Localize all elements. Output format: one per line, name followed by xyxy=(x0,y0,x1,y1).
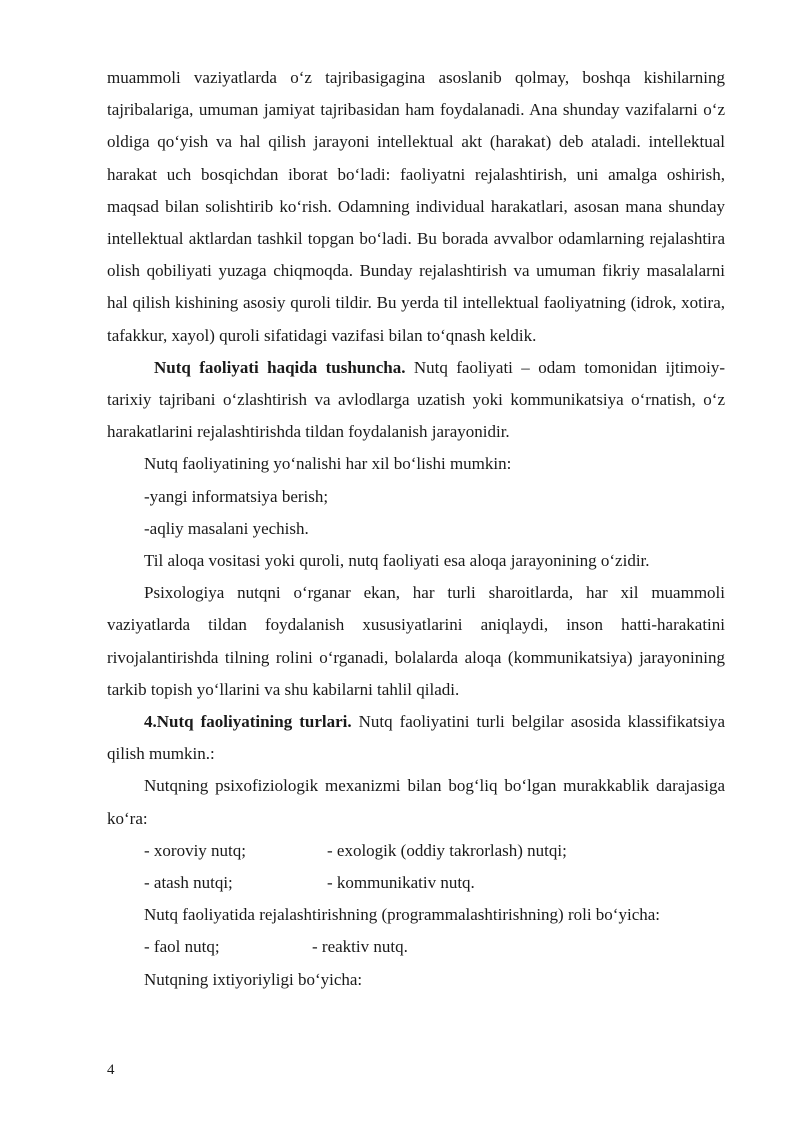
list-item-echologic-speech: - exologik (oddiy takrorlash) nutqi; xyxy=(327,840,567,860)
line-speech-direction: Nutq faoliyatining yo‘nalishi har xil bo‘lishi mumkin: xyxy=(144,454,512,474)
section-heading-speech-activity: Nutq faoliyati haqida tushuncha. xyxy=(154,357,406,377)
list-row-3 xyxy=(107,931,725,963)
line-planning-role: Nutq faoliyatida rejalashtirishning (programmalashtirishning) roli bo‘yicha: xyxy=(144,905,661,925)
paragraph-intellectual-act: muammoli vaziyatlarda o‘z tajribasigagina asoslanib qolmay, boshqa kishilarning tajribalariga, umuman jamiyat tajribasidan ham foydalanadi. Ana shunday vazifalarni o‘z oldiga qo‘yish va hal qilish jarayoni intellektual akt (harakat) deb ataladi. intellektual harakat uch bosqichdan iborat bo‘ladi: faoliyatni rejalashtirish, uni amalga oshirish, maqsad bilan solishtirib ko‘rish. Odamning individual harakatlari, asosan mana shunday intellektual aktlardan tashkil topgan bo‘ladi. Bu borada avvalbor odamlarning rejalashtira olish qobiliyati yuzaga chiqmoqda. Bunday rejalashtirish va umuman fikriy masalalarni hal qilish kishining asosiy quroli tildir. Bu yerda til intellektual faoliyatning (idrok, xotira, tafakkur, xayol) quroli sifatidagi vazifasi bilan to‘qnash keldik. xyxy=(107,68,725,345)
document-body xyxy=(107,62,725,996)
paragraph-psychophysiological: Nutqning psixofiziologik mexanizmi bilan bog‘liq bo‘lgan murakkablik darajasiga ko‘ra: xyxy=(107,776,725,828)
paragraph-speech-types xyxy=(107,706,725,770)
list-item-choral-speech: - xoroviy nutq; xyxy=(144,840,246,860)
line-language-tool: Til aloqa vositasi yoki quroli, nutq faoliyati esa aloqa jarayonining o‘zidir. xyxy=(144,551,650,571)
list-item-active-speech: - faol nutq; xyxy=(144,937,220,957)
list-item-communicative-speech: - kommunikativ nutq. xyxy=(327,873,475,893)
paragraph-speech-types-text: Nutq faoliyatini turli belgilar asosida klassifikatsiya qilish mumkin.: xyxy=(107,712,725,764)
list-item-new-information: -yangi informatsiya berish; xyxy=(144,486,329,506)
list-item-solve-problem: -aqliy masalani yechish. xyxy=(144,518,309,538)
paragraph-psychology: Psixologiya nutqni o‘rganar ekan, har turli sharoitlarda, har xil muammoli vaziyatlarda tildan foydalanish xususiyatlarini aniqlaydi, inson hatti-harakatini rivojalantirishda tilning rolini o‘rganadi, bolalarda aloqa (kommunikatsiya) jarayonining tarkib topish yo‘llarini va shu kabilarni tahlil qiladi. xyxy=(107,583,725,699)
paragraph-speech-activity-concept xyxy=(107,352,725,449)
list-row-2 xyxy=(107,867,725,899)
section-heading-speech-types: 4.Nutq faoliyatining turlari. xyxy=(144,712,352,732)
paragraph-speech-activity-text: Nutq faoliyati – odam tomonidan ijtimoiy-tarixiy tajribani o‘zlashtirish va avlodlarga uzatish yoki kommunikatsiya o‘rnatish, o‘z harakatlarini rejalashtirishda tildan foydalanish jarayonidir. xyxy=(107,357,725,442)
page-number: 4 xyxy=(107,1062,115,1078)
list-item-reactive-speech: - reaktiv nutq. xyxy=(312,937,408,957)
list-row-1 xyxy=(107,835,725,867)
line-voluntariness: Nutqning ixtiyoriyligi bo‘yicha: xyxy=(144,969,363,989)
list-item-naming-speech: - atash nutqi; xyxy=(144,873,233,893)
